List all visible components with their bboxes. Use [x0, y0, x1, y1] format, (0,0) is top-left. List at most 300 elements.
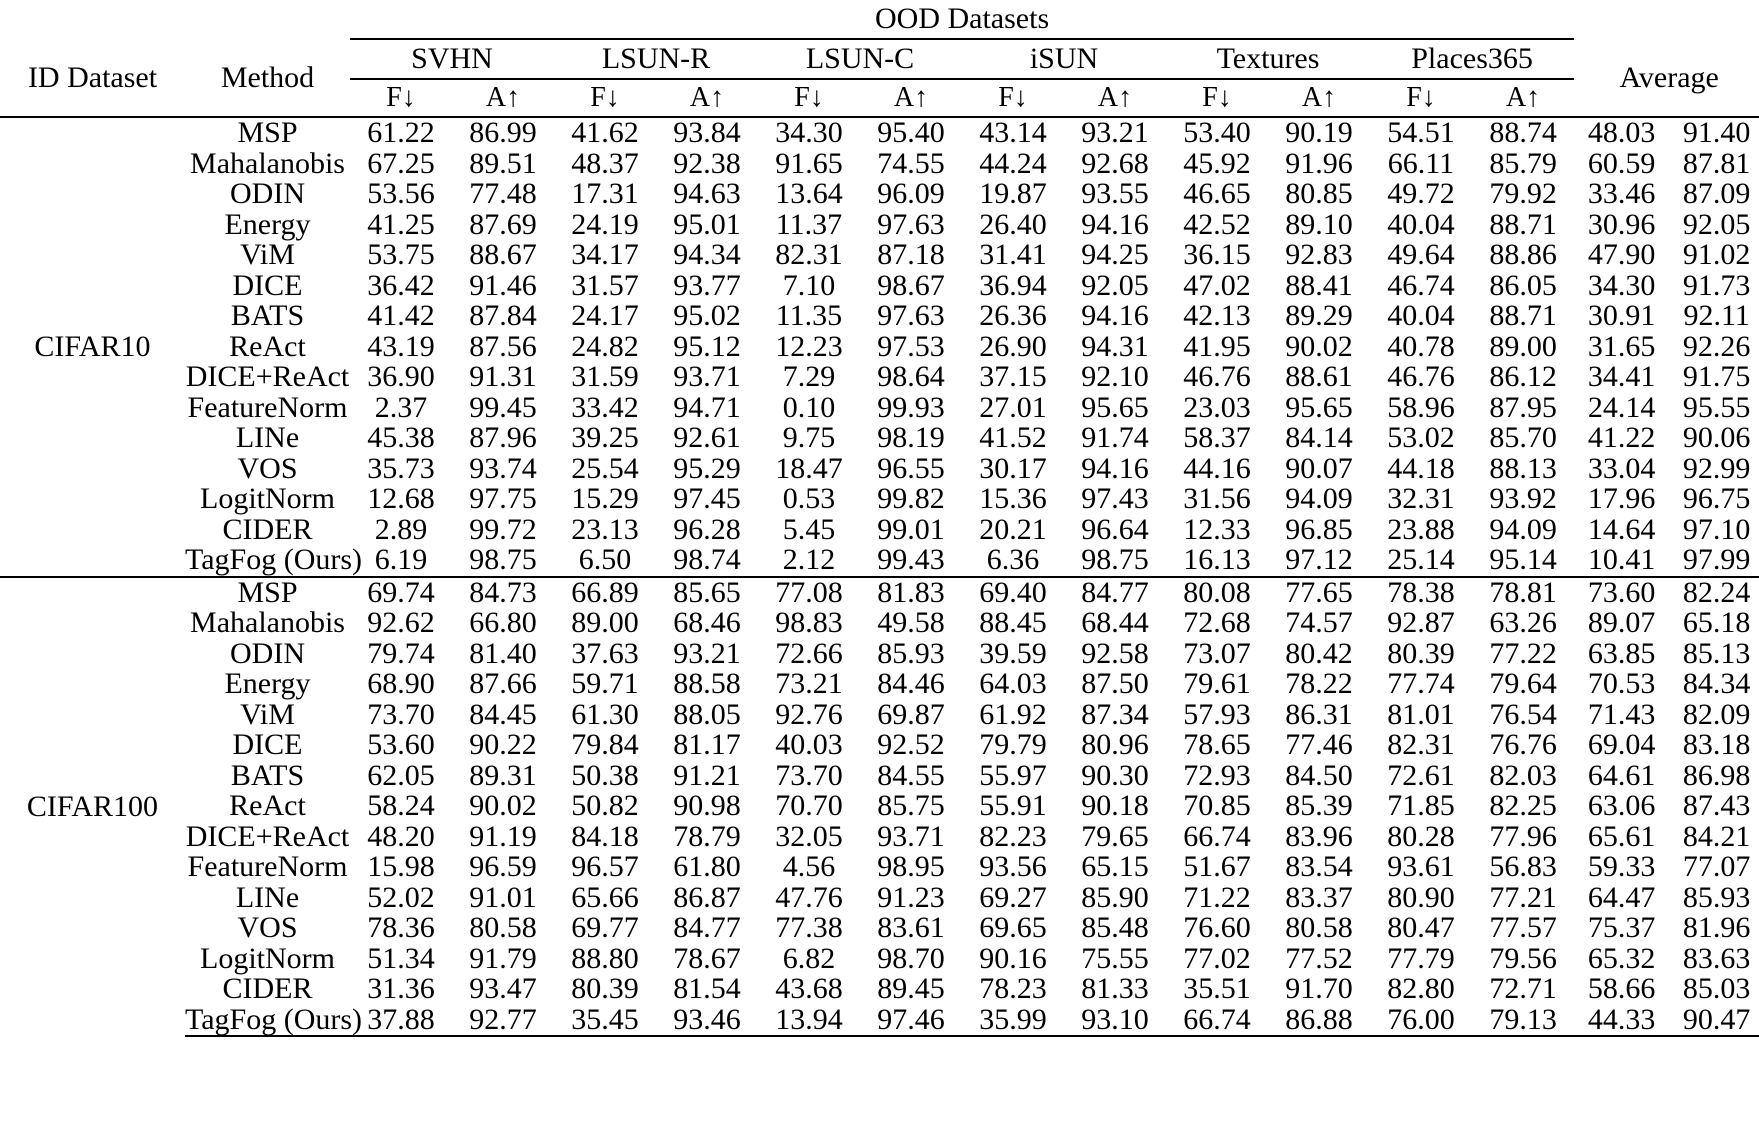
metric-cell: 47.90 [1587, 238, 1656, 271]
metric-cell: 63.06 [1587, 789, 1656, 822]
metric-cell: 2.89 [374, 512, 428, 546]
metric-cell: 24.82 [571, 329, 639, 363]
metric-cell: 41.52 [979, 421, 1047, 454]
metric-cell: 91.01 [469, 880, 537, 914]
metric-cell: 92.11 [1683, 299, 1750, 332]
metric-cell: 13.64 [775, 177, 843, 210]
metric-cell: 6.50 [554, 545, 656, 577]
metric-cell: 90.22 [469, 728, 537, 761]
metric-cell: 61.22 [350, 117, 452, 149]
metric-cell: 85.79 [1489, 146, 1557, 180]
metric-cell: 23.13 [571, 512, 639, 546]
metric-cell: 87.96 [469, 421, 537, 454]
metric-cell: 89.51 [469, 146, 537, 180]
metric-cell: 43.19 [367, 329, 435, 363]
header-metric-fpr-5: F↓ [1406, 82, 1436, 113]
metric-cell: 89.31 [469, 758, 537, 792]
metric-cell: 98.75 [452, 545, 554, 577]
method-name-cell: LINe [235, 880, 300, 914]
metric-cell: 30.91 [1587, 299, 1656, 332]
metric-cell: 24.19 [571, 207, 639, 241]
table-row [0, 210, 1759, 241]
metric-cell: 93.71 [877, 819, 945, 853]
metric-cell: 92.68 [1081, 146, 1149, 180]
metric-cell: 88.80 [571, 941, 639, 975]
metric-cell: 87.69 [469, 207, 537, 241]
metric-cell: 94.63 [673, 177, 741, 210]
metric-cell: 41.25 [367, 207, 435, 241]
method-name-cell: ReAct [229, 789, 306, 822]
metric-cell: 89.00 [1489, 329, 1557, 363]
metric-cell: 78.81 [1472, 577, 1574, 609]
metric-cell: 86.88 [1268, 1005, 1370, 1037]
metric-cell: 46.74 [1387, 268, 1455, 302]
table-row [0, 301, 1759, 332]
metric-cell: 13.94 [758, 1005, 860, 1037]
metric-cell: 45.38 [367, 421, 435, 454]
header-metric-auroc-5: A↑ [1505, 82, 1541, 113]
table-row [0, 423, 1759, 454]
metric-cell: 77.22 [1489, 636, 1557, 670]
metric-cell: 77.21 [1489, 880, 1557, 914]
metric-cell: 88.71 [1489, 207, 1557, 241]
metric-cell: 36.90 [367, 360, 435, 393]
metric-cell: 31.36 [367, 972, 435, 1005]
metric-cell: 66.74 [1166, 1005, 1268, 1037]
metric-cell: 53.60 [367, 728, 435, 761]
metric-cell: 86.12 [1489, 360, 1557, 393]
metric-cell: 96.57 [571, 850, 639, 883]
metric-cell: 84.55 [877, 758, 945, 792]
metric-cell: 0.53 [782, 482, 836, 515]
metric-cell: 69.87 [877, 697, 945, 731]
metric-cell: 85.13 [1682, 636, 1751, 670]
metric-cell: 31.41 [979, 238, 1047, 271]
metric-cell: 91.65 [775, 146, 843, 180]
metric-cell: 76.76 [1489, 728, 1557, 761]
metric-cell: 97.63 [877, 299, 945, 332]
metric-cell: 47.02 [1183, 268, 1251, 302]
metric-cell: 46.65 [1183, 177, 1251, 210]
metric-cell: 71.22 [1183, 880, 1251, 914]
metric-cell: 69.27 [979, 880, 1047, 914]
metric-cell: 98.19 [877, 421, 945, 454]
metric-cell: 93.10 [1064, 1005, 1166, 1037]
metric-cell: 81.17 [673, 728, 741, 761]
metric-cell: 53.02 [1387, 421, 1455, 454]
metric-cell: 39.59 [979, 636, 1047, 670]
metric-cell: 93.71 [673, 360, 741, 393]
metric-cell: 63.26 [1489, 606, 1557, 639]
metric-cell: 95.29 [673, 451, 741, 485]
metric-cell: 90.30 [1081, 758, 1149, 792]
metric-cell: 90.47 [1669, 1005, 1759, 1037]
metric-cell: 79.65 [1081, 819, 1149, 853]
metric-cell: 88.74 [1472, 117, 1574, 149]
metric-cell: 87.09 [1682, 177, 1751, 210]
metric-cell: 51.34 [367, 941, 435, 975]
metric-cell: 40.03 [775, 728, 843, 761]
metric-cell: 59.71 [571, 667, 639, 700]
metric-cell: 91.46 [469, 268, 537, 302]
method-name-cell: LogitNorm [200, 482, 335, 515]
metric-cell: 98.64 [877, 360, 945, 393]
metric-cell: 94.09 [1285, 482, 1353, 515]
method-name-cell: TagFog (Ours) [185, 543, 363, 576]
table-row [0, 179, 1759, 210]
metric-cell: 72.61 [1387, 758, 1455, 792]
table-row [0, 149, 1759, 180]
metric-cell: 96.85 [1285, 512, 1353, 546]
metric-cell: 26.40 [979, 207, 1047, 241]
metric-cell: 90.18 [1081, 789, 1149, 822]
metric-cell: 90.98 [673, 789, 741, 822]
metric-cell: 71.85 [1387, 789, 1455, 822]
metric-cell: 86.87 [673, 880, 741, 914]
metric-cell: 82.23 [979, 819, 1047, 853]
metric-cell: 94.25 [1081, 238, 1149, 271]
metric-cell: 70.85 [1183, 789, 1251, 822]
metric-cell: 72.71 [1489, 972, 1557, 1005]
metric-cell: 34.17 [571, 238, 639, 271]
metric-cell: 6.82 [782, 941, 836, 975]
method-name-cell: TagFog (Ours) [185, 1002, 363, 1036]
metric-cell: 99.93 [877, 390, 945, 424]
header-metric-auroc-0: A↑ [485, 82, 521, 113]
method-name-cell: MSP [185, 117, 350, 149]
metric-cell: 70.70 [775, 789, 843, 822]
metric-cell: 77.38 [775, 911, 843, 944]
metric-cell: 73.21 [775, 667, 843, 700]
metric-cell: 69.04 [1587, 728, 1656, 761]
method-name-cell: VOS [237, 911, 298, 944]
metric-cell: 87.56 [469, 329, 537, 363]
metric-cell: 96.09 [877, 177, 945, 210]
table-row [0, 577, 1759, 609]
metric-cell: 92.62 [367, 606, 435, 639]
header-method: Method [220, 60, 315, 94]
metric-cell: 98.67 [877, 268, 945, 302]
table-row [0, 730, 1759, 761]
metric-cell: 78.36 [367, 911, 435, 944]
metric-cell: 36.15 [1183, 238, 1251, 271]
metric-cell: 77.96 [1489, 819, 1557, 853]
metric-cell: 92.38 [673, 146, 741, 180]
metric-cell: 93.77 [673, 268, 741, 302]
method-name-cell: ReAct [229, 329, 306, 363]
metric-cell: 89.45 [877, 972, 945, 1005]
method-name-cell: Mahalanobis [190, 606, 345, 639]
metric-cell: 37.15 [979, 360, 1047, 393]
header-metric-auroc-3: A↑ [1097, 82, 1133, 113]
header-metric-fpr-0: F↓ [386, 82, 416, 113]
metric-cell: 65.18 [1682, 606, 1751, 639]
table-row [0, 974, 1759, 1005]
metric-cell: 58.66 [1587, 972, 1656, 1005]
metric-cell: 99.72 [469, 512, 537, 546]
metric-cell: 76.00 [1370, 1005, 1472, 1037]
metric-cell: 88.71 [1489, 299, 1557, 332]
metric-cell: 92.87 [1387, 606, 1455, 639]
metric-cell: 93.55 [1081, 177, 1149, 210]
metric-cell: 5.45 [782, 512, 836, 546]
metric-cell: 78.23 [979, 972, 1047, 1005]
header-metric-fpr-1: F↓ [590, 82, 620, 113]
metric-cell: 90.07 [1285, 451, 1353, 485]
metric-cell: 30.17 [979, 451, 1047, 485]
metric-cell: 88.67 [469, 238, 537, 271]
metric-cell: 78.38 [1370, 577, 1472, 609]
metric-cell: 75.55 [1081, 941, 1149, 975]
metric-cell: 48.20 [367, 819, 435, 853]
header-ood-textures: Textures [1166, 39, 1370, 79]
metric-cell: 6.19 [350, 545, 452, 577]
method-name-cell: CIDER [222, 512, 313, 546]
metric-cell: 90.02 [1285, 329, 1353, 363]
metric-cell: 24.14 [1587, 390, 1656, 424]
metric-cell: 90.06 [1682, 421, 1751, 454]
metric-cell: 10.41 [1574, 545, 1669, 577]
metric-cell: 95.55 [1682, 390, 1751, 424]
metric-cell: 92.52 [877, 728, 945, 761]
metric-cell: 80.96 [1081, 728, 1149, 761]
metric-cell: 64.03 [979, 667, 1047, 700]
metric-cell: 81.33 [1081, 972, 1149, 1005]
metric-cell: 79.13 [1472, 1005, 1574, 1037]
metric-cell: 80.58 [469, 911, 537, 944]
metric-cell: 36.94 [979, 268, 1047, 302]
metric-cell: 95.12 [673, 329, 741, 363]
metric-cell: 2.12 [758, 545, 860, 577]
metric-cell: 74.57 [1285, 606, 1353, 639]
metric-cell: 77.02 [1183, 941, 1251, 975]
metric-cell: 86.31 [1285, 697, 1353, 731]
metric-cell: 17.96 [1587, 482, 1656, 515]
header-row-group-title [0, 0, 1759, 39]
metric-cell: 78.65 [1183, 728, 1251, 761]
metric-cell: 84.21 [1682, 819, 1751, 853]
header-metric-auroc-1: A↑ [689, 82, 725, 113]
metric-cell: 30.96 [1587, 207, 1656, 241]
metric-cell: 77.08 [758, 577, 860, 609]
metric-cell: 68.44 [1081, 606, 1149, 639]
metric-cell: 68.46 [673, 606, 741, 639]
metric-cell: 97.12 [1268, 545, 1370, 577]
metric-cell: 61.30 [571, 697, 639, 731]
header-ood-isun: iSUN [962, 39, 1166, 79]
metric-cell: 15.98 [367, 850, 435, 883]
metric-cell: 53.40 [1166, 117, 1268, 149]
metric-cell: 31.65 [1587, 329, 1656, 363]
table-row [0, 515, 1759, 546]
metric-cell: 34.30 [758, 117, 860, 149]
header-blank-average [1574, 0, 1759, 39]
metric-cell: 72.93 [1183, 758, 1251, 792]
method-name-cell: LogitNorm [200, 941, 335, 975]
metric-cell: 95.02 [673, 299, 741, 332]
method-name-cell: FeatureNorm [187, 850, 348, 883]
metric-cell: 77.74 [1387, 667, 1455, 700]
header-ood-lsun-r: LSUN-R [554, 39, 758, 79]
metric-cell: 41.22 [1587, 421, 1656, 454]
metric-cell: 93.47 [469, 972, 537, 1005]
metric-cell: 35.51 [1183, 972, 1251, 1005]
metric-cell: 49.58 [877, 606, 945, 639]
metric-cell: 48.03 [1574, 117, 1669, 149]
header-ood-svhn: SVHN [350, 39, 554, 79]
metric-cell: 43.68 [775, 972, 843, 1005]
metric-cell: 57.93 [1183, 697, 1251, 731]
metric-cell: 33.46 [1587, 177, 1656, 210]
metric-cell: 88.41 [1285, 268, 1353, 302]
metric-cell: 95.65 [1285, 390, 1353, 424]
metric-cell: 79.56 [1489, 941, 1557, 975]
metric-cell: 71.43 [1587, 697, 1656, 731]
metric-cell: 58.96 [1387, 390, 1455, 424]
header-id-dataset: ID Dataset [27, 60, 158, 94]
metric-cell: 77.65 [1268, 577, 1370, 609]
table-row [0, 639, 1759, 670]
metric-cell: 69.40 [962, 577, 1064, 609]
method-name-cell: ViM [240, 697, 295, 731]
metric-cell: 7.29 [782, 360, 836, 393]
metric-cell: 91.40 [1669, 117, 1759, 149]
metric-cell: 55.97 [979, 758, 1047, 792]
metric-cell: 80.90 [1387, 880, 1455, 914]
metric-cell: 91.75 [1682, 360, 1751, 393]
metric-cell: 87.43 [1682, 789, 1751, 822]
metric-cell: 96.55 [877, 451, 945, 485]
metric-cell: 86.05 [1489, 268, 1557, 302]
table-row [0, 362, 1759, 393]
metric-cell: 18.47 [775, 451, 843, 485]
metric-cell: 87.81 [1682, 146, 1751, 180]
metric-cell: 92.77 [452, 1005, 554, 1037]
metric-cell: 32.05 [775, 819, 843, 853]
metric-cell: 34.30 [1587, 268, 1656, 302]
metric-cell: 26.90 [979, 329, 1047, 363]
metric-cell: 35.99 [962, 1005, 1064, 1037]
metric-cell: 93.56 [979, 850, 1047, 883]
metric-cell: 95.14 [1472, 545, 1574, 577]
metric-cell: 88.05 [673, 697, 741, 731]
metric-cell: 82.24 [1669, 577, 1759, 609]
metric-cell: 20.21 [979, 512, 1047, 546]
metric-cell: 39.25 [571, 421, 639, 454]
metric-cell: 86.99 [452, 117, 554, 149]
metric-cell: 83.37 [1285, 880, 1353, 914]
metric-cell: 89.00 [571, 606, 639, 639]
metric-cell: 73.60 [1574, 577, 1669, 609]
metric-cell: 40.78 [1387, 329, 1455, 363]
metric-cell: 65.15 [1081, 850, 1149, 883]
metric-cell: 33.42 [571, 390, 639, 424]
metric-cell: 41.95 [1183, 329, 1251, 363]
method-name-cell: BATS [230, 758, 305, 792]
method-name-cell: DICE+ReAct [185, 819, 350, 853]
metric-cell: 97.43 [1081, 482, 1149, 515]
metric-cell: 98.74 [656, 545, 758, 577]
metric-cell: 91.79 [469, 941, 537, 975]
metric-cell: 76.60 [1183, 911, 1251, 944]
metric-cell: 81.01 [1387, 697, 1455, 731]
metric-cell: 75.37 [1587, 911, 1656, 944]
table-row [0, 822, 1759, 853]
header-metric-fpr-4: F↓ [1202, 82, 1232, 113]
metric-cell: 68.90 [367, 667, 435, 700]
metric-cell: 77.07 [1682, 850, 1751, 883]
table-row [0, 1005, 1759, 1037]
metric-cell: 44.24 [979, 146, 1047, 180]
metric-cell: 92.83 [1285, 238, 1353, 271]
header-ood-datasets: OOD Datasets [350, 0, 1574, 39]
metric-cell: 43.14 [962, 117, 1064, 149]
metric-cell: 80.42 [1285, 636, 1353, 670]
metric-cell: 97.63 [877, 207, 945, 241]
metric-cell: 17.31 [571, 177, 639, 210]
metric-cell: 97.75 [469, 482, 537, 515]
metric-cell: 96.59 [469, 850, 537, 883]
metric-cell: 65.61 [1587, 819, 1656, 853]
metric-cell: 61.80 [673, 850, 741, 883]
metric-cell: 73.70 [367, 697, 435, 731]
metric-cell: 49.64 [1387, 238, 1455, 271]
metric-cell: 84.34 [1682, 667, 1751, 700]
metric-cell: 25.14 [1370, 545, 1472, 577]
metric-cell: 98.70 [877, 941, 945, 975]
metric-cell: 64.47 [1587, 880, 1656, 914]
metric-cell: 2.37 [374, 390, 428, 424]
metric-cell: 53.75 [367, 238, 435, 271]
metric-cell: 52.02 [367, 880, 435, 914]
metric-cell: 84.73 [452, 577, 554, 609]
metric-cell: 79.84 [571, 728, 639, 761]
id-dataset-cell: CIFAR10 [0, 117, 185, 577]
metric-cell: 66.80 [469, 606, 537, 639]
metric-cell: 31.57 [571, 268, 639, 302]
metric-cell: 63.85 [1587, 636, 1656, 670]
metric-cell: 44.16 [1183, 451, 1251, 485]
metric-cell: 98.95 [877, 850, 945, 883]
metric-cell: 77.57 [1489, 911, 1557, 944]
metric-cell: 79.92 [1489, 177, 1557, 210]
metric-cell: 65.66 [571, 880, 639, 914]
id-dataset-cell: CIFAR100 [0, 577, 185, 1037]
metric-cell: 96.75 [1682, 482, 1751, 515]
metric-cell: 12.23 [775, 329, 843, 363]
metric-cell: 87.66 [469, 667, 537, 700]
metric-cell: 93.92 [1489, 482, 1557, 515]
metric-cell: 97.46 [860, 1005, 962, 1037]
metric-cell: 79.74 [367, 636, 435, 670]
metric-cell: 73.07 [1183, 636, 1251, 670]
table-row [0, 484, 1759, 515]
metric-cell: 82.31 [1387, 728, 1455, 761]
metric-cell: 84.77 [673, 911, 741, 944]
metric-cell: 81.96 [1682, 911, 1751, 944]
metric-cell: 0.10 [782, 390, 836, 424]
metric-cell: 41.62 [554, 117, 656, 149]
metric-cell: 80.58 [1285, 911, 1353, 944]
metric-cell: 67.25 [367, 146, 435, 180]
table-row [0, 761, 1759, 792]
metric-cell: 84.14 [1285, 421, 1353, 454]
metric-cell: 95.65 [1081, 390, 1149, 424]
metric-cell: 37.88 [350, 1005, 452, 1037]
metric-cell: 92.05 [1081, 268, 1149, 302]
metric-cell: 66.74 [1183, 819, 1251, 853]
metric-cell: 19.87 [979, 177, 1047, 210]
